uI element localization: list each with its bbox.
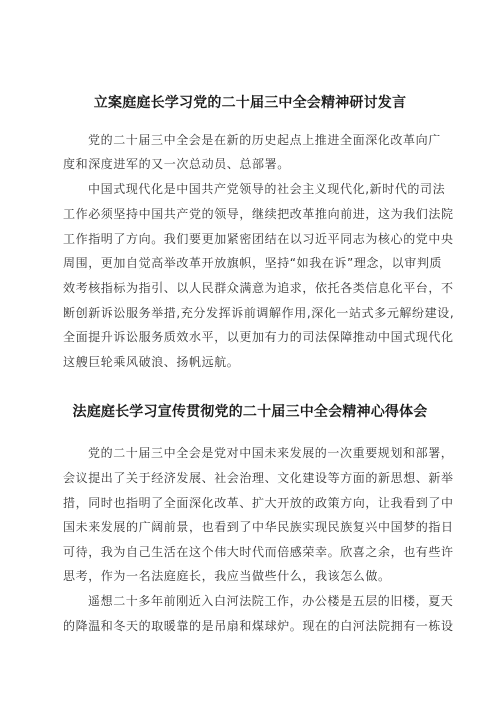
- article-2-paragraph-1-line: 党的二十届三中全会是党对中国未来发展的一次重要规划和部署，: [88, 446, 454, 460]
- article-2-paragraph-1-line: 国未来发展的广阔前景，也看到了中华民族实现民族复兴中国梦的指日: [63, 520, 454, 534]
- article-1-paragraph-1-line: 度和深度进军的又一次总动员、总部署。: [63, 157, 290, 171]
- article-2-title: 法庭庭长学习宣传贯彻党的二十届三中全会精神心得体会: [72, 404, 428, 420]
- article-2-paragraph-2-line: 遥想二十多年前刚近入白河法院工作，办公楼是五层的旧楼，夏天: [88, 594, 454, 608]
- article-2-paragraph-1-line: 思考，作为一名法庭庭长，我应当做些什么，我该怎么做。: [63, 569, 391, 583]
- article-1-title: 立案庭庭长学习党的二十届三中全会精神研讨发言: [93, 95, 407, 111]
- article-1-paragraph-2-line: 中国式现代化是中国共产党领导的社会主义现代化,新时代的司法: [88, 182, 446, 196]
- article-1-paragraph-2-line: 断创新诉讼服务举措,充分发挥诉前调解作用,深化一站式多元解纷建设,: [63, 306, 455, 320]
- article-2-paragraph-1-line: 可待，我为自己生活在这个伟大时代而倍感荣幸。欣喜之余，也有些许: [63, 545, 454, 559]
- article-1-paragraph-2-line: 效考核指标为指引、以人民群众满意为追求，依托各类信息化平台，不: [63, 281, 454, 295]
- article-2-paragraph-1-line: 会议提出了关于经济发展、社会治理、文化建设等方面的新思想、新举: [63, 471, 454, 485]
- article-2-paragraph-1-line: 措，同时也指明了全面深化改革、扩大开放的政策方向，让我看到了中: [63, 496, 454, 510]
- article-1-paragraph-2-line: 全面提升诉讼服务质效水平，以更加有力的司法保障推动中国式现代化: [63, 330, 454, 344]
- article-1-paragraph-1-line: 党的二十届三中全会是在新的历史起点上推进全面深化改革向广: [88, 133, 441, 147]
- article-2-paragraph-2-line: 的降温和冬天的取暖靠的是吊扇和煤球炉。现在的白河法院拥有一栋设: [63, 619, 454, 633]
- article-1-paragraph-2-line: 这艘巨轮乘风破浪、扬帆远航。: [63, 355, 240, 369]
- article-1-paragraph-2-line: 周围，更加自觉高举改革开放旗帜，坚持“如我在诉”理念，以审判质: [63, 256, 443, 270]
- article-1-paragraph-2-line: 工作必须坚持中国共产党的领导，继续把改革推向前进，这为我们法院: [63, 207, 454, 221]
- article-1-paragraph-2-line: 工作指明了方向。我们要更加紧密团结在以习近平同志为核心的党中央: [63, 232, 454, 246]
